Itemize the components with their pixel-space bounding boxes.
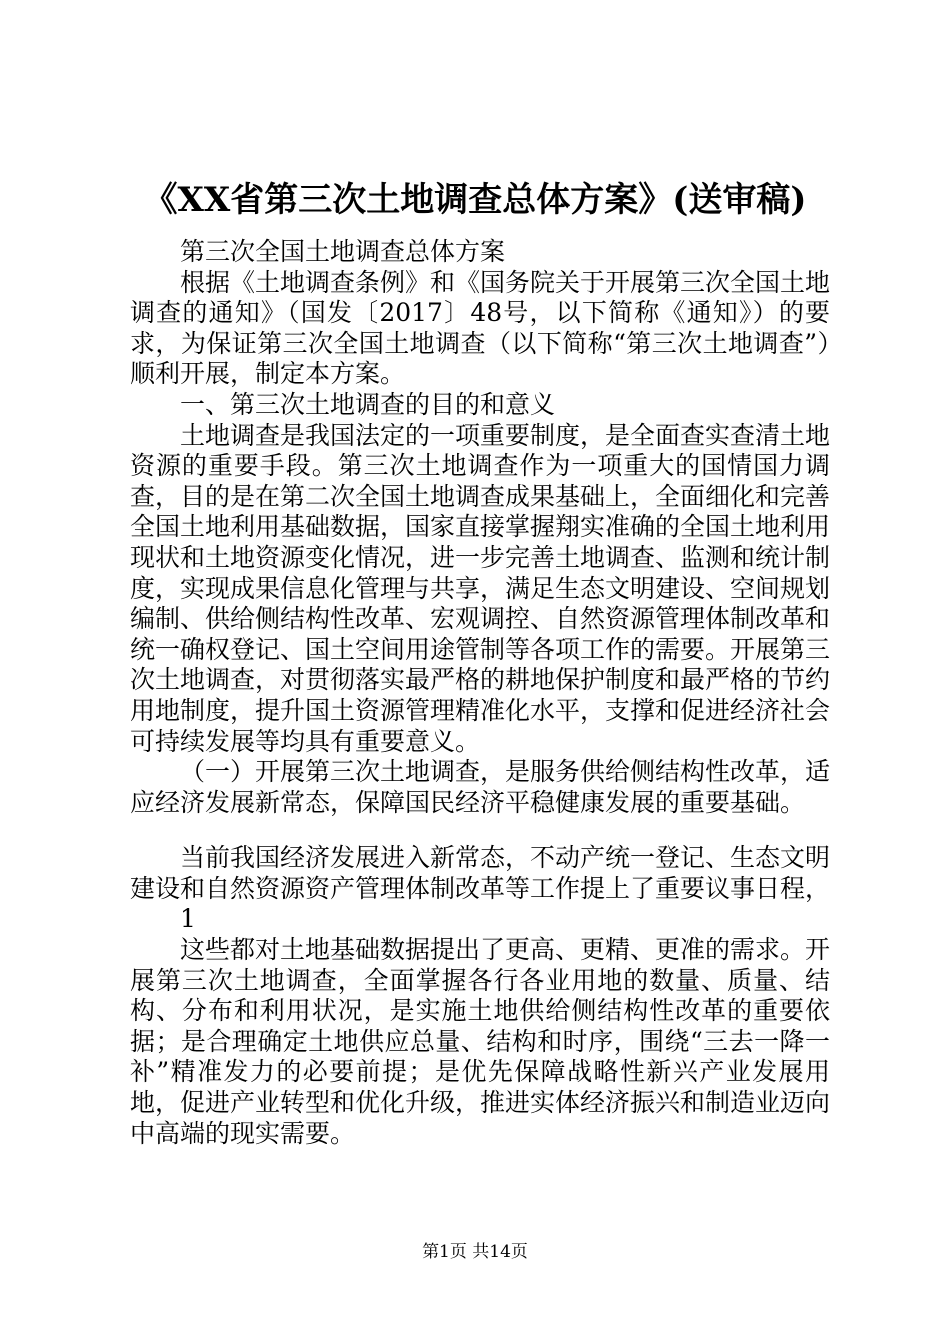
subsection-heading: （一）开展第三次土地调查，是服务供给侧结构性改革，适应经济发展新常态，保障国民经济平稳健康发展的重要基础。	[130, 757, 831, 817]
page-footer: 第1页 共14页	[422, 1242, 528, 1262]
inline-page-number: 1	[180, 904, 196, 934]
document-title: 《XX省第三次土地调查总体方案》(送审稿)	[143, 180, 807, 220]
intro-paragraph: 根据《土地调查条例》和《国务院关于开展第三次全国土地调查的通知》（国发〔2017〕48号，以下简称《通知》）的要求，为保证第三次全国土地调查（以下简称“第三次土地调查”）顺利开展，制定本方案。	[130, 267, 831, 389]
context-paragraph: 当前我国经济发展进入新常态，不动产统一登记、生态文明建设和自然资源资产管理体制改革等工作提上了重要议事日程，	[130, 843, 831, 903]
requirements-paragraph: 这些都对土地基础数据提出了更高、更精、更准的需求。开展第三次土地调查，全面掌握各行各业用地的数量、质量、结构、分布和利用状况，是实施土地供给侧结构性改革的重要依据；是合理确定土地供应总量、结构和时序，围绕“三去一降一补”精准发力的必要前提；是优先保障战略性新兴产业发展用地，促进产业转型和优化升级，推进实体经济振兴和制造业迈向中高端的现实需要。	[130, 935, 831, 1148]
document-body	[130, 237, 830, 1149]
section-heading: 一、第三次土地调查的目的和意义	[180, 389, 556, 419]
paragraph-gap	[130, 818, 830, 843]
purpose-paragraph: 土地调查是我国法定的一项重要制度，是全面查实查清土地资源的重要手段。第三次土地调查作为一项重大的国情国力调查，目的是在第二次全国土地调查成果基础上，全面细化和完善全国土地利用基础数据，国家直接掌握翔实准确的全国土地利用现状和土地资源变化情况，进一步完善土地调查、监测和统计制度，实现成果信息化管理与共享，满足生态文明建设、空间规划编制、供给侧结构性改革、宏观调控、自然资源管理体制改革和统一确权登记、国土空间用途管制等各项工作的需要。开展第三次土地调查，对贯彻落实最严格的耕地保护制度和最严格的节约用地制度，提升国土资源管理精准化水平，支撑和促进经济社会可持续发展等均具有重要意义。	[130, 420, 831, 756]
section-subtitle: 第三次全国土地调查总体方案	[180, 237, 506, 266]
